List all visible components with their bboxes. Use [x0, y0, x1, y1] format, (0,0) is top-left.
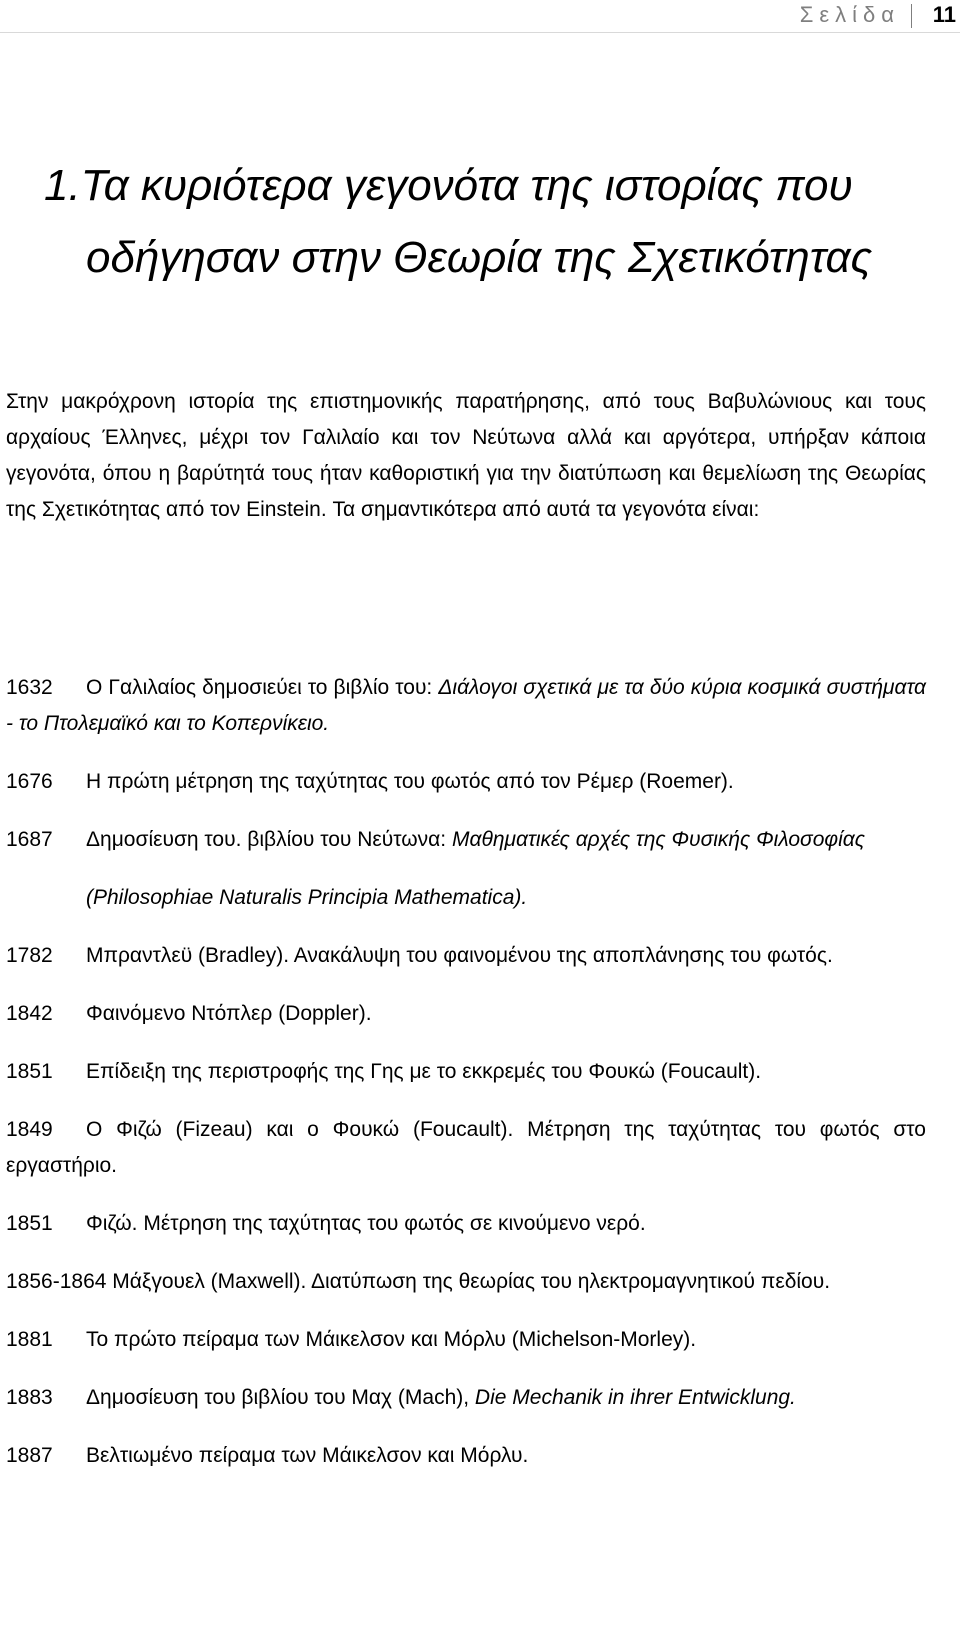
chapter-title-line-1: 1.Τα κυριότερα γεγονότα της ιστορίας που	[44, 161, 853, 210]
event-text: Ο Φιζώ (Fizeau) και ο Φουκώ (Foucault). Μέτρηση της ταχύτητας του φωτός στο εργαστήριο.	[6, 1118, 926, 1177]
event-year: 1887	[6, 1444, 53, 1467]
event-item	[6, 1264, 926, 1300]
event-text: Βελτιωμένο πείραμα των Μάικελσον και Μόρλυ.	[86, 1444, 529, 1467]
event-text: Επίδειξη της περιστροφής της Γης με το εκκρεμές του Φουκώ (Foucault).	[86, 1060, 762, 1083]
event-year: 1883	[6, 1386, 53, 1409]
event-year: 1632	[6, 676, 53, 699]
event-item	[6, 1054, 926, 1090]
event-year: 1856-1864	[6, 1270, 107, 1293]
event-text: Μπραντλεϋ (Bradley). Ανακάλυψη του φαινομένου της αποπλάνησης του φωτός.	[86, 944, 833, 967]
book-latin-title: (Philosophiae Naturalis Principia Mathematica).	[86, 886, 528, 909]
event-item	[6, 822, 926, 916]
events-list	[6, 670, 926, 1474]
event-year: 1849	[6, 1118, 53, 1141]
book-title: Die Mechanik in ihrer Entwicklung.	[474, 1386, 796, 1409]
event-text: Φαινόμενο Ντόπλερ (Doppler).	[86, 1002, 372, 1025]
page-number: 11	[932, 2, 956, 27]
event-item	[6, 670, 926, 742]
event-text: Ο Γαλιλαίος δημοσιεύει το βιβλίο του:	[86, 676, 439, 699]
event-item	[6, 1438, 926, 1474]
page-label: Σελίδα	[799, 2, 900, 27]
chapter-title-line-2: οδήγησαν στην Θεωρία της Σχετικότητας	[86, 233, 873, 282]
event-text: Μάξγουελ (Maxwell). Διατύπωση της θεωρίας του ηλεκτρομαγνητικού πεδίου.	[112, 1270, 831, 1293]
event-year: 1687	[6, 828, 53, 851]
event-year: 1851	[6, 1212, 53, 1235]
event-item	[6, 938, 926, 974]
event-year: 1676	[6, 770, 53, 793]
book-title: Μαθηματικές αρχές της Φυσικής Φιλοσοφίας	[451, 828, 865, 851]
event-year: 1782	[6, 944, 53, 967]
event-text: Η πρώτη μέτρηση της ταχύτητας του φωτός από τον Ρέμερ (Roemer).	[86, 770, 734, 793]
event-item	[6, 1322, 926, 1358]
event-year: 1851	[6, 1060, 53, 1083]
event-text: Δημοσίευση του. βιβλίου του Νεύτωνα:	[86, 828, 452, 851]
event-text: Φιζώ. Μέτρηση της ταχύτητας του φωτός σε κινούμενο νερό.	[86, 1212, 646, 1235]
event-text: Το πρώτο πείραμα των Μάικελσον και Μόρλυ (Michelson-Morley).	[86, 1328, 697, 1351]
event-item	[6, 1206, 926, 1242]
event-item	[6, 764, 926, 800]
chapter-title	[44, 150, 949, 294]
header-divider	[911, 4, 912, 28]
event-item	[6, 1380, 926, 1416]
event-text: Δημοσίευση του βιβλίου του Μαχ (Mach),	[86, 1386, 475, 1409]
book-title: Διάλογοι σχετικά με τα δύο κύρια κοσμικά συστήματα - το Πτολεμαϊκό και το Κοπερνίκειο.	[6, 676, 926, 735]
event-year: 1881	[6, 1328, 53, 1351]
page-header	[0, 0, 960, 33]
event-year: 1842	[6, 1002, 53, 1025]
event-item	[6, 996, 926, 1032]
event-item	[6, 1112, 926, 1184]
intro-paragraph: Στην μακρόχρονη ιστορία της επιστημονικής παρατήρησης, από τους Βαβυλώνιους και τους αρχαίους Έλληνες, μέχρι τον Γαλιλαίο και τον Νεύτωνα αλλά και αργότερα, υπήρξαν κάποια γεγονότα, όπου η βαρύτητά τους ήταν καθοριστική για την διατύπωση και θεμελίωση της Θεωρίας της Σχετικότητας από τον Einstein. Τα σημαντικότερα από αυτά τα γεγονότα είναι:	[6, 390, 926, 521]
